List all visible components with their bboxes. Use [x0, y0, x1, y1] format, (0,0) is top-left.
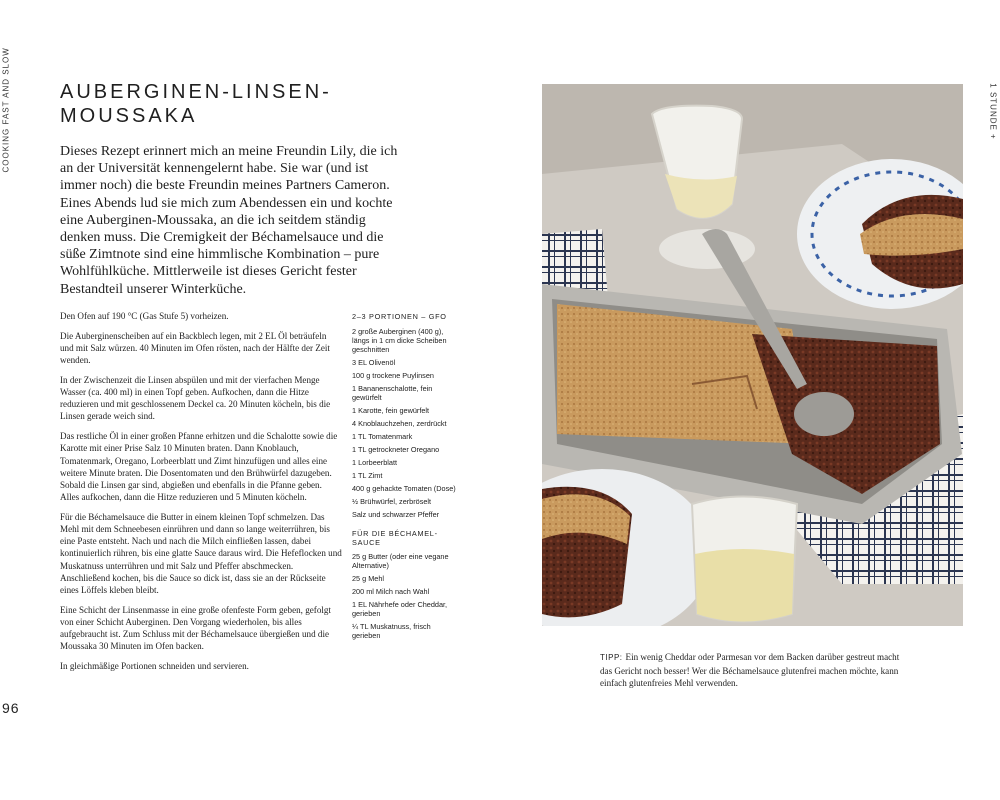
- method-step: In gleichmäßige Portionen schneiden und servieren.: [60, 661, 249, 672]
- method-steps: [60, 310, 342, 680]
- ingredient-item: 1 Bananenschalotte, fein gewürfelt: [352, 384, 433, 402]
- ingredients-column: [352, 312, 460, 644]
- servings-heading: 2–3 PORTIONEN – GFO: [352, 312, 447, 321]
- page-number: 96: [2, 700, 20, 716]
- moussaka-photo-illustration: [542, 84, 963, 626]
- method-step: In der Zwischenzeit die Linsen abspülen und mit der vierfachen Menge Wasser (ca. 400 ml) in einen Topf geben. Aufkochen, dann die Hitze reduzieren und mit geschlossenem Deckel ca. 20 Minuten köcheln, bis die Linsen gerade weich sind.: [60, 374, 331, 422]
- method-step: Für die Béchamelsauce die Butter in einem kleinen Topf schmelzen. Das Mehl mit dem Schneebesen einrühren und dann so lange weiterrühren, bis eine Paste entsteht. Nach und nach die Milch einfließen lassen, dabei kontinuierlich rühren, bis eine glatte Sauce daraus wird. Die Hefeflocken und Muskatnuss unterrühren und mit Salz und Pfeffer abschmecken. Anschließend kochen, bis die Sauce so dick ist, dass sie an der Rückseite eines Löffels kleben bleibt.: [60, 511, 342, 596]
- ingredient-item: ¼ TL Muskatnuss, frisch gerieben: [352, 622, 431, 640]
- ingredient-item: 3 EL Olivenöl: [352, 358, 396, 367]
- ingredient-item: 25 g Butter (oder eine vegane Alternative): [352, 552, 449, 570]
- tip-label: TIPP:: [600, 653, 623, 662]
- method-step: Den Ofen auf 190 °C (Gas Stufe 5) vorheizen.: [60, 311, 229, 321]
- ingredient-item: 2 große Auberginen (400 g), längs in 1 cm dicke Scheiben geschnitten: [352, 327, 447, 354]
- method-step: Die Auberginenscheiben auf ein Backblech legen, mit 2 EL Öl beträufeln und mit Salz würzen. 40 Minuten im Ofen rösten, nach der Hälfte der Zeit wenden.: [60, 330, 330, 366]
- ingredient-item: 1 Lorbeerblatt: [352, 458, 398, 467]
- running-head: COOKING FAST AND SLOW: [1, 47, 11, 173]
- ingredient-item: 25 g Mehl: [352, 574, 385, 583]
- bechamel-heading: FÜR DIE BÉCHAMELSAUCE: [352, 529, 437, 547]
- ingredient-item: Salz und schwarzer Pfeffer: [352, 510, 440, 519]
- ingredient-item: 1 EL Nährhefe oder Cheddar, gerieben: [352, 600, 448, 618]
- ingredient-list: [352, 327, 460, 519]
- ingredient-item: 1 Karotte, fein gewürfelt: [352, 406, 430, 415]
- ingredient-item: 100 g trockene Puylinsen: [352, 371, 434, 380]
- ingredient-item: 1 TL getrockneter Oregano: [352, 445, 440, 454]
- white-wine-bottom: [695, 549, 794, 622]
- recipe-title: AUBERGINEN-LINSEN-MOUSSAKA: [60, 81, 332, 127]
- bechamel-ingredient-list: [352, 552, 460, 640]
- ingredient-item: 4 Knoblauchzehen, zerdrückt: [352, 419, 447, 428]
- ingredient-item: ½ Brühwürfel, zerbröselt: [352, 497, 432, 506]
- recipe-intro: Dieses Rezept erinnert mich an meine Freundin Lily, die ich an der Universität kennengelernt habe. Sie war (und ist immer noch) die beste Freundin meines Partners Cameron. Eines Abends lud sie mich zum Abendessen ein und kochte eine Auberginen-Moussaka, an die ich seitdem ständig denken muss. Die Cremigkeit der Béchamelsauce und die süße Zimtnote sind eine himmlische Kombination – pure Wohlfühlküche. Mittlerweile ist dieses Gericht fester Bestandteil unserer Winterküche.: [60, 144, 398, 297]
- serving-spoon-bowl: [794, 392, 854, 436]
- tip-note: [600, 651, 900, 690]
- moussaka-photo: [542, 84, 963, 626]
- method-step: Eine Schicht der Linsenmasse in eine große ofenfeste Form geben, gefolgt von einer Schicht Auberginen. Den Vorgang wiederholen, bis alles aufgebraucht ist. Zum Schluss mit der Béchamelsauce übergießen und die Moussaka 30 Minuten im Ofen backen.: [60, 604, 331, 652]
- method-step: Das restliche Öl in einer großen Pfanne erhitzen und die Schalotte sowie die Karotte mit einer Prise Salz 10 Minuten braten. Dann Knoblauch, Tomatenmark, Oregano, Lorbeerblatt und Zimt hinzufügen und alles eine weitere Minute braten. Die Dosentomaten und den Brühwürfel dazugeben. Sobald die Linsen gar sind, abgießen und ebenfalls in die Pfanne geben. Alles aufkochen, dann die Hitze reduzieren und 5 Minuten köcheln.: [60, 431, 338, 503]
- tip-text: Ein wenig Cheddar oder Parmesan vor dem Backen darüber gestreut macht das Gericht noch besser! Wer die Béchamelsauce glutenfrei machen möchte, kann einfach glutenfreies Mehl verwenden.: [600, 652, 900, 688]
- ingredient-item: 200 ml Milch nach Wahl: [352, 587, 430, 596]
- ingredient-item: 1 TL Tomatenmark: [352, 432, 413, 441]
- ingredient-item: 400 g gehackte Tomaten (Dose): [352, 484, 456, 493]
- cooking-time: 1 STUNDE +: [988, 83, 998, 140]
- ingredient-item: 1 TL Zimt: [352, 471, 383, 480]
